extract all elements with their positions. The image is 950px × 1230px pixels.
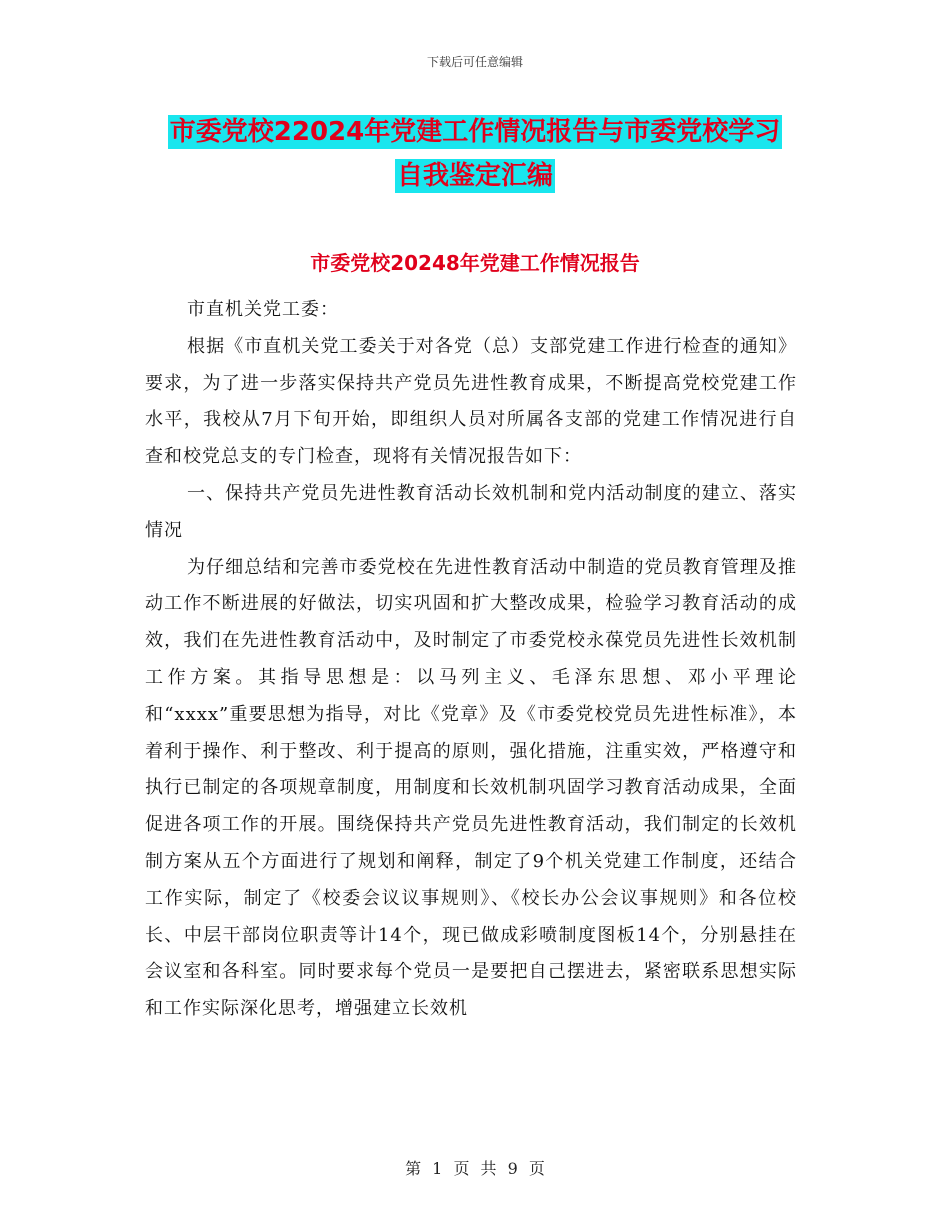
title-line-1: 市委党校22024年党建工作情况报告与市委党校学习 <box>169 117 781 147</box>
document-title <box>0 110 950 198</box>
header-note: 下载后可任意编辑 <box>426 55 523 69</box>
salutation: 市直机关党工委： <box>187 299 339 320</box>
section-heading: 一、保持共产党员先进性教育活动长效机制和党内活动制度的建立、落实情况 <box>145 482 797 541</box>
paragraph: 为仔细总结和完善市委党校在先进性教育活动中制造的党员教育管理及推动工作不断进展的好做法，切实巩固和扩大整改成果，检验学习教育活动的成效，我们在先进性教育活动中，及时制定了市委党校永葆党员先进性长效机制工作方案。其指导思想是：以马列主义、毛泽东思想、邓小平理论和“xxxx”重要思想为指导，对比《党章》及《市委党校党员先进性标准》，本着利于操作、利于整改、利于提高的原则，强化措施，注重实效，严格遵守和执行已制定的各项规章制度，用制度和长效机制巩固学习教育活动成果，全面促进各项工作的开展。围绕保持共产党员先进性教育活动，我们制定的长效机制方案从五个方面进行了规划和阐释，制定了9个机关党建工作制度，还结合工作实际，制定了《校委会议议事规则》、《校长办公会议事规则》和各位校长、中层干部岗位职责等计14个，现已做成彩喷制度图板14个，分别悬挂在会议室和各科室。同时要求每个党员一是要把自己摆进去，紧密联系思想实际和工作实际深化思考，增强建立长效机 <box>145 556 797 1020</box>
title-line-2: 自我鉴定汇编 <box>396 161 553 191</box>
paragraph: 根据《市直机关党工委关于对各党（总）支部党建工作进行检查的通知》要求，为了进一步落实保持共产党员先进性教育成果，不断提高党校党建工作水平，我校从7月下旬开始，即组织人员对所属各支部的党建工作情况进行自查和校党总支的专门检查，现将有关情况报告如下： <box>145 335 797 468</box>
page-number: 第 1 页 共 9 页 <box>405 1159 545 1178</box>
body-text <box>145 292 797 1028</box>
section-title: 市委党校20248年党建工作情况报告 <box>310 251 640 275</box>
